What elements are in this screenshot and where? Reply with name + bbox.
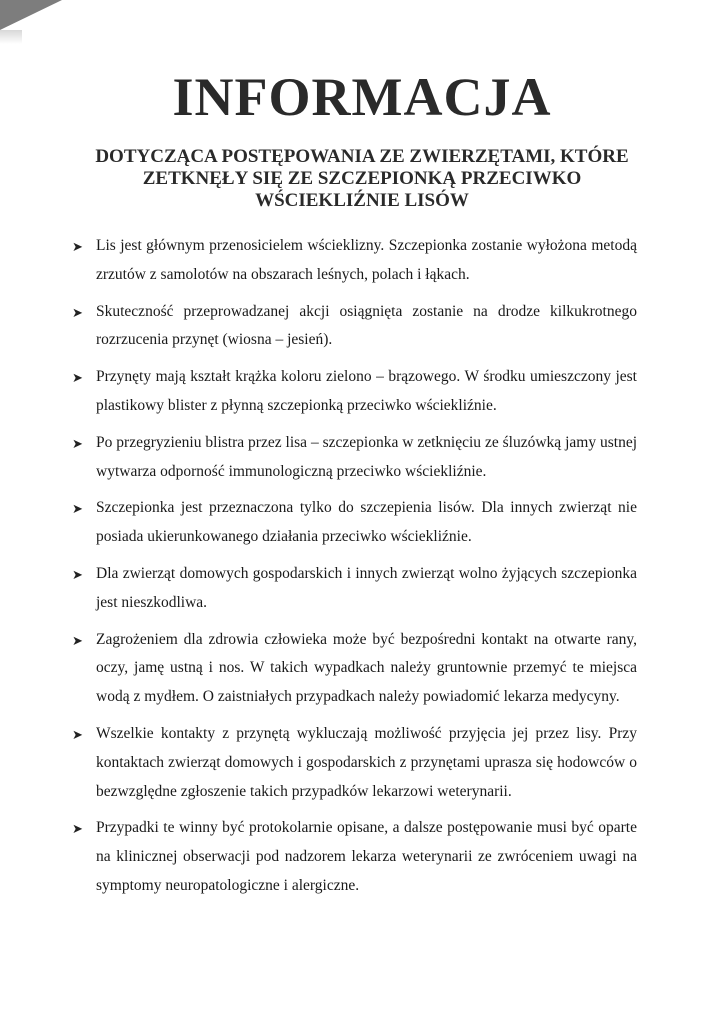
subtitle-line: ZETKNĘŁY SIĘ ZE SZCZEPIONKĄ PRZECIWKO: [142, 168, 582, 189]
list-item-text: Przypadki te winny być protokolarnie opisane, a dalsze postępowanie musi być oparte na klinicznej obserwacji pod nadzorem lekarza weterynarii ze zwróceniem uwagi na symptomy neuropatologiczne i alergiczne.: [96, 819, 637, 894]
arrowhead-bullet-icon: ➤: [72, 566, 83, 582]
scan-corner-shadow: [0, 30, 22, 44]
list-item-text: Przynęty mają kształt krążka koloru zielono – brązowego. W środku umieszczony jest plastikowy blister z płynną szczepionką przeciwko wściekliźnie.: [96, 368, 637, 414]
info-list: [72, 232, 637, 909]
list-item: [72, 494, 637, 552]
list-item-text: Wszelkie kontakty z przynętą wykluczają możliwość przyjęcia jej przez lisy. Przy kontaktach zwierząt domowych i gospodarskich z przynętami uprasza się hodowców o bezwzględne zgłoszenie takich przypadków lekarzowi weterynarii.: [96, 724, 637, 800]
subtitle-line: WŚCIEKLIŹNIE LISÓW: [255, 190, 469, 211]
list-item: [72, 626, 637, 712]
arrowhead-bullet-icon: ➤: [72, 501, 83, 517]
list-item-text: Zagrożeniem dla zdrowia człowieka może być bezpośredni kontakt na otwarte rany, oczy, jamę ustną i nos. W takich wypadkach należy gruntownie przemyć te miejsca wodą z mydłem. O zaistniałych przypadkach należy powiadomić lekarza medycyny.: [96, 630, 637, 706]
list-item-text: Szczepionka jest przeznaczona tylko do szczepienia lisów. Dla innych zwierząt nie posiada ukierunkowanego działania przeciwko wściekliźnie.: [96, 499, 637, 546]
arrowhead-bullet-icon: ➤: [72, 726, 83, 742]
scan-corner-fold: [0, 0, 62, 30]
arrowhead-bullet-icon: ➤: [72, 821, 83, 837]
list-item: [72, 560, 637, 618]
arrowhead-bullet-icon: ➤: [72, 370, 83, 386]
list-item-text: Lis jest głównym przenosicielem wścieklizny. Szczepionka zostanie wyłożona metodą zrzutów z samolotów na obszarach leśnych, polach i łąkach.: [96, 237, 637, 283]
document-title: INFORMACJA: [172, 67, 552, 127]
list-item: [72, 814, 637, 900]
list-item-text: Dla zwierząt domowych gospodarskich i innych zwierząt wolno żyjących szczepionka jest nieszkodliwa.: [96, 564, 637, 611]
arrowhead-bullet-icon: ➤: [72, 304, 83, 320]
arrowhead-bullet-icon: ➤: [72, 239, 83, 254]
list-item: [72, 363, 637, 421]
list-item: [72, 429, 637, 487]
list-item-text: Skuteczność przeprowadzanej akcji osiągnięta zostanie na drodze kilkukrotnego rozrzucenia przynęt (wiosna – jesień).: [96, 302, 637, 349]
arrowhead-bullet-icon: ➤: [72, 435, 83, 451]
list-item: [72, 232, 637, 290]
list-item: [72, 298, 637, 356]
list-item: [72, 720, 637, 806]
subtitle-line: DOTYCZĄCA POSTĘPOWANIA ZE ZWIERZĘTAMI, KTÓRE: [95, 146, 629, 167]
list-item-text: Po przegryzieniu blistra przez lisa – szczepionka w zetknięciu ze śluzówką jamy ustnej wytwarza odporność immunologiczną przeciwko wściekliźnie.: [96, 433, 637, 480]
document-subtitle: [60, 146, 664, 212]
arrowhead-bullet-icon: ➤: [72, 632, 83, 648]
